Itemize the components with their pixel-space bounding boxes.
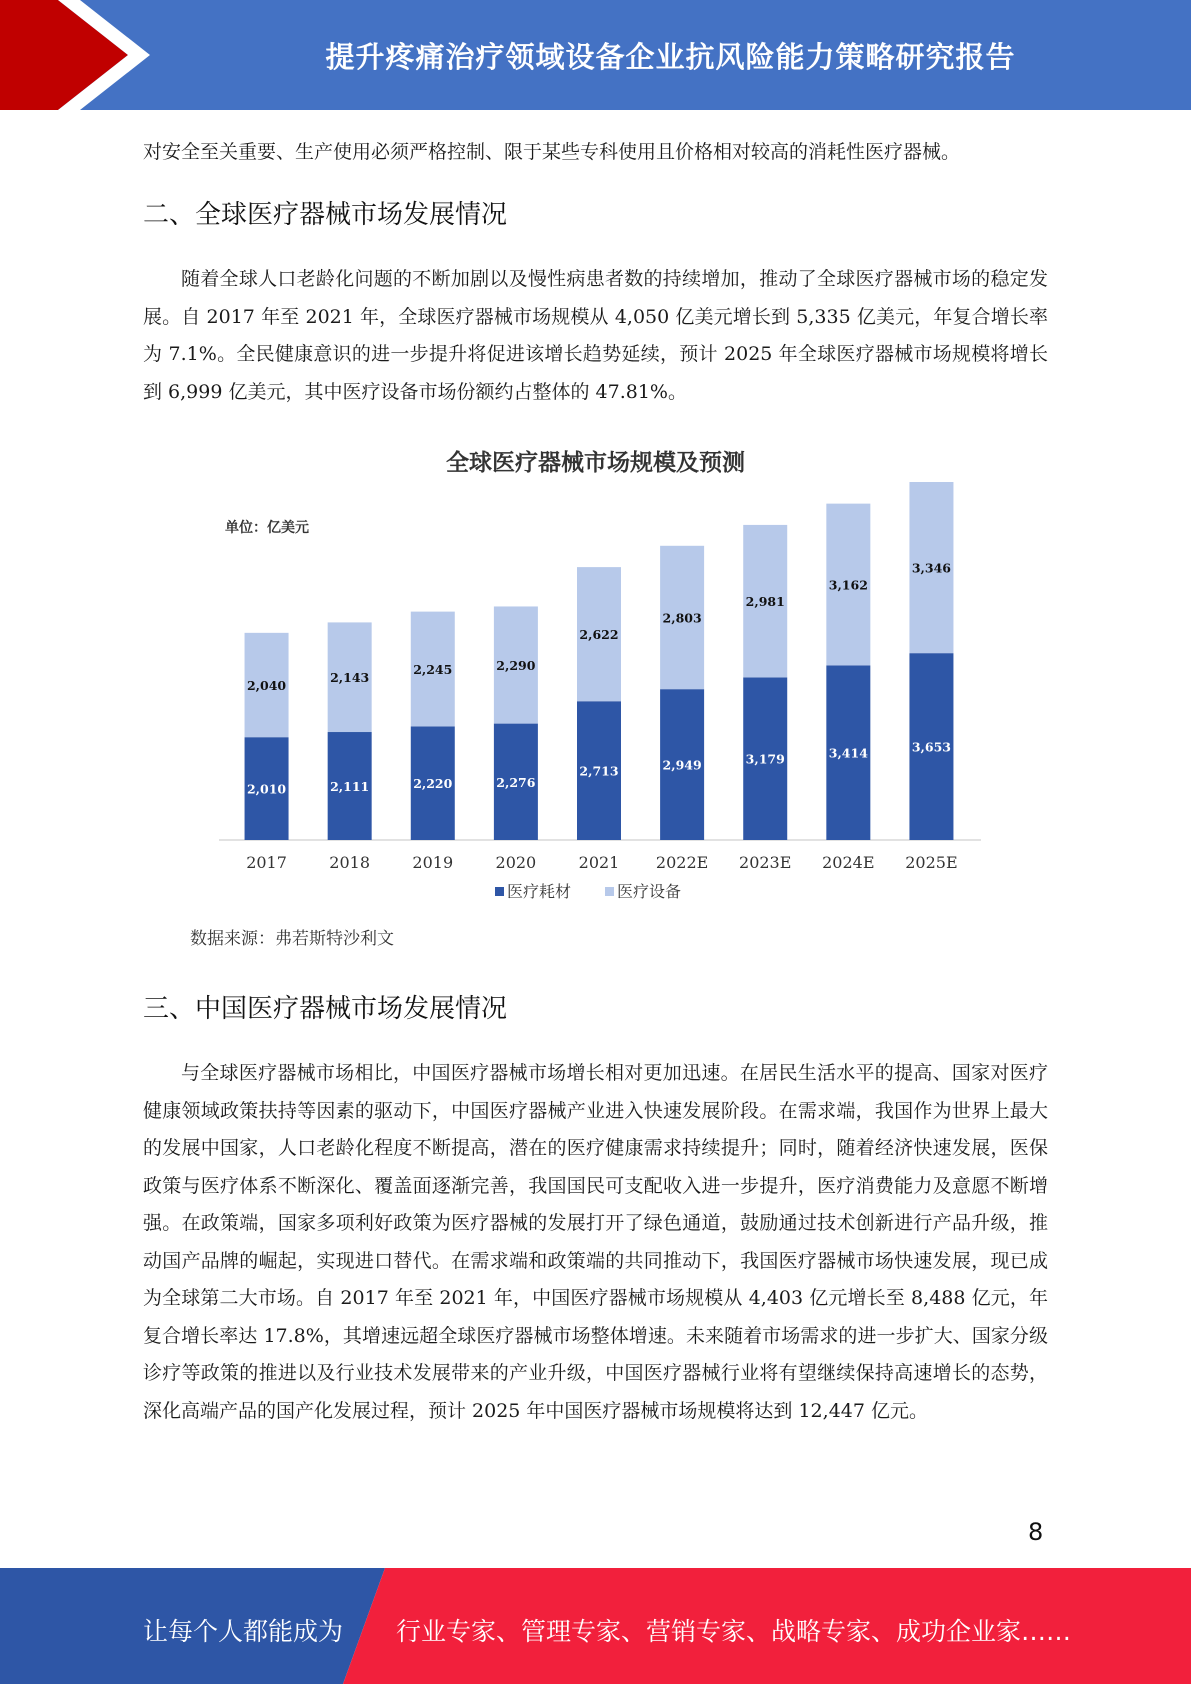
x-tick-label: 2024E [822, 853, 875, 872]
data-label: 2,981 [745, 594, 785, 610]
intro-line: 对安全至关重要、生产使用必须严格控制、限于某些专科使用且价格相对较高的消耗性医疗器械。 [143, 141, 961, 163]
intro-block [143, 134, 1048, 172]
x-tick-label: 2017 [246, 853, 287, 872]
legend-swatch-equipment [605, 887, 614, 896]
section2-paragraph: 随着全球人口老龄化问题的不断加剧以及慢性病患者数的持续增加，推动了全球医疗器械市场的稳定发展。自 2017 年至 2021 年，全球医疗器械市场规模从 4,050 亿美元增长到 5,335 亿美元，年复合增长率为 7.1%。全民健康意识的进一步提升将促进该增长趋势延续，预计 2025 年全球医疗器械市场规模将增长到 6,999 亿美元，其中医疗设备市场份额约占整体的 47.81%。 [143, 268, 1048, 403]
legend-label: 医疗耗材 [507, 882, 572, 901]
data-label: 3,346 [911, 560, 952, 576]
footer-slogan-right: 行业专家、管理专家、营销专家、战略专家、成功企业家…… [396, 1617, 1072, 1646]
page-number: 8 [1028, 1518, 1044, 1546]
stacked-bar-chart [143, 440, 1048, 960]
section2-heading: 二、全球医疗器械市场发展情况 [143, 200, 508, 230]
data-label: 2,622 [579, 627, 619, 643]
data-source-note: 数据来源：弗若斯特沙利文 [190, 929, 394, 949]
report-title: 提升疼痛治疗领域设备企业抗风险能力策略研究报告 [325, 39, 1016, 74]
x-tick-label: 2022E [655, 853, 709, 872]
section3-paragraph: 与全球医疗器械市场相比，中国医疗器械市场增长相对更加迅速。在居民生活水平的提高、国家对医疗健康领域政策扶持等因素的驱动下，中国医疗器械产业进入快速发展阶段。在需求端，我国作为世界上最大的发展中国家，人口老龄化程度不断提高，潜在的医疗健康需求持续提升；同时，随着经济快速发展，医保政策与医疗体系不断深化、覆盖面逐渐完善，我国国民可支配收入进一步提升，医疗消费能力及意愿不断增强。在政策端，国家多项利好政策为医疗器械的发展打开了绿色通道，鼓励通过技术创新进行产品升级，推动国产品牌的崛起，实现进口替代。在需求端和政策端的共同推动下，我国医疗器械市场快速发展，现已成为全球第二大市场。自 2017 年至 2021 年，中国医疗器械市场规模从 4,403 亿元增长至 8,488 亿元，年复合增长率达 17.8%，其增速远超全球医疗器械市场整体增速。未来随着市场需求的进一步扩大、国家分级诊疗等政策的推进以及行业技术发展带来的产业升级，中国医疗器械行业将有望继续保持高速增长的态势，深化高端产品的国产化发展过程，预计 2025 年中国医疗器械市场规模将达到 12,447 亿元。 [143, 1062, 1048, 1422]
data-label: 2,010 [246, 781, 287, 797]
legend-label: 医疗设备 [617, 882, 682, 901]
footer-slogan-left: 让每个人都能成为 [143, 1617, 344, 1646]
data-label: 3,162 [828, 577, 868, 593]
page-header [0, 0, 1191, 110]
section2-body [143, 261, 1048, 411]
data-label: 2,276 [496, 774, 536, 790]
data-label: 2,713 [579, 763, 619, 779]
chart-unit-label: 单位：亿美元 [225, 520, 309, 536]
data-label: 3,653 [911, 739, 952, 755]
x-tick-label: 2021 [578, 853, 620, 872]
x-tick-label: 2023E [739, 853, 792, 872]
header-arrow-decoration [0, 0, 160, 110]
section3-body [143, 1055, 1048, 1430]
x-tick-label: 2020 [495, 853, 537, 872]
section3-heading: 三、中国医疗器械市场发展情况 [143, 994, 508, 1024]
data-label: 2,290 [496, 658, 536, 674]
legend-swatch-consumables [495, 887, 504, 896]
x-tick-label: 2019 [412, 853, 454, 872]
data-label: 2,803 [662, 610, 702, 626]
x-tick-label: 2018 [329, 853, 371, 872]
data-label: 3,414 [828, 745, 868, 761]
x-tick-label: 2025E [905, 853, 958, 872]
data-label: 2,111 [330, 779, 370, 795]
data-label: 2,220 [413, 776, 453, 792]
data-label: 2,143 [330, 670, 370, 686]
data-label: 2,245 [413, 662, 453, 678]
data-label: 2,949 [662, 757, 702, 773]
market-size-chart [143, 440, 1048, 960]
data-label: 2,040 [246, 678, 287, 694]
data-label: 3,179 [745, 751, 785, 767]
chart-title: 全球医疗器械市场规模及预测 [446, 450, 745, 476]
